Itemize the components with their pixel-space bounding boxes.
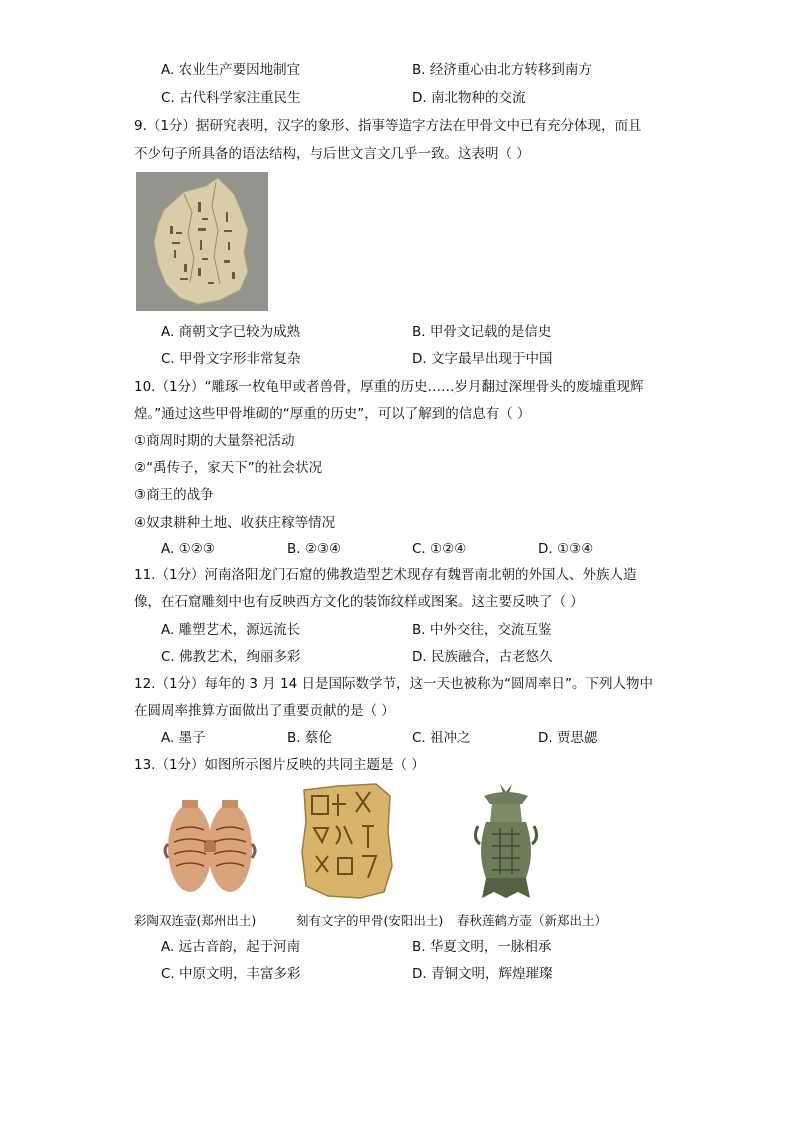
q12-option-a[interactable]: A. 墨子 [161, 730, 206, 746]
q13-option-d[interactable]: D. 青铜文明，辉煌璀璨 [412, 966, 553, 982]
q8-option-b[interactable]: B. 经济重心由北方转移到南方 [412, 62, 592, 78]
twin-pottery-pot-image [160, 790, 260, 902]
q8-option-a[interactable]: A. 农业生产要因地制宜 [161, 62, 301, 78]
q9-stem-line2: 不少句子所具备的语法结构，与后世文言文几乎一致。这表明（ ） [134, 146, 530, 162]
q9-option-c[interactable]: C. 甲骨文字形非常复杂 [161, 351, 301, 367]
q12-option-d[interactable]: D. 贾思勰 [538, 730, 598, 746]
q11-option-d[interactable]: D. 民族融合，古老悠久 [412, 649, 553, 665]
q12-stem-line1: 12.（1分）每年的 3 月 14 日是国际数学节，这一天也被称为“圆周率日”。下列人物中 [134, 676, 653, 692]
q11-stem-line2: 像，在石窟雕刻中也有反映西方文化的装饰纹样或图案。这主要反映了（ ） [134, 594, 584, 610]
image-caption-oracle-bone: 刻有文字的甲骨(安阳出土) [296, 913, 444, 928]
q11-option-a[interactable]: A. 雕塑艺术，源远流长 [161, 622, 301, 638]
q12-option-b[interactable]: B. 蔡伦 [287, 730, 332, 746]
q10-item-1: ①商周时期的大量祭祀活动 [134, 433, 295, 449]
q10-option-b[interactable]: B. ②③④ [287, 541, 342, 557]
q8-option-c[interactable]: C. 古代科学家注重民生 [161, 90, 301, 106]
q10-stem-line1: 10.（1分）“雕琢一枚龟甲或者兽骨，厚重的历史……岁月翻过深埋骨头的废墟重现辉 [134, 379, 644, 395]
q11-option-b[interactable]: B. 中外交往，交流互鉴 [412, 622, 552, 638]
q11-option-c[interactable]: C. 佛教艺术，绚丽多彩 [161, 649, 301, 665]
inscribed-oracle-bone-image [298, 782, 394, 902]
q13-stem-line1: 13.（1分）如图所示图片反映的共同主题是（ ） [134, 757, 425, 773]
image-caption-lotus-crane-pot: 春秋莲鹤方壶（新郑出土） [457, 913, 608, 928]
q13-option-c[interactable]: C. 中原文明，丰富多彩 [161, 966, 301, 982]
q10-stem-line2: 煌。”通过这些甲骨堆砌的“厚重的历史”，可以了解到的信息有（ ） [134, 406, 531, 422]
q10-item-4: ④奴隶耕种土地、收获庄稼等情况 [134, 515, 336, 531]
q9-option-b[interactable]: B. 甲骨文记载的是信史 [412, 324, 552, 340]
oracle-bone-shell-image [136, 172, 268, 311]
q12-option-c[interactable]: C. 祖冲之 [412, 730, 471, 746]
q10-item-3: ③商王的战争 [134, 487, 214, 503]
q13-option-a[interactable]: A. 远古音韵，起于河南 [161, 939, 301, 955]
q10-option-a[interactable]: A. ①②③ [161, 541, 215, 557]
q9-stem-line1: 9.（1分）据研究表明，汉字的象形、指事等造字方法在甲骨文中已有充分体现，而且 [134, 118, 642, 134]
q12-stem-line2: 在圆周率推算方面做出了重要贡献的是（ ） [134, 703, 395, 719]
q10-option-d[interactable]: D. ①③④ [538, 541, 594, 557]
lotus-crane-square-pot-image [470, 782, 542, 902]
q9-option-d[interactable]: D. 文字最早出现于中国 [412, 351, 553, 367]
image-caption-twin-pot: 彩陶双连壶(郑州出土) [134, 913, 257, 928]
q10-item-2: ②“禹传子，家天下”的社会状况 [134, 460, 323, 476]
q11-stem-line1: 11.（1分）河南洛阳龙门石窟的佛教造型艺术现存有魏晋南北朝的外国人、外族人造 [134, 567, 637, 583]
q10-option-c[interactable]: C. ①②④ [412, 541, 467, 557]
q13-option-b[interactable]: B. 华夏文明，一脉相承 [412, 939, 552, 955]
q9-option-a[interactable]: A. 商朝文字已较为成熟 [161, 324, 301, 340]
q8-option-d[interactable]: D. 南北物种的交流 [412, 90, 526, 106]
